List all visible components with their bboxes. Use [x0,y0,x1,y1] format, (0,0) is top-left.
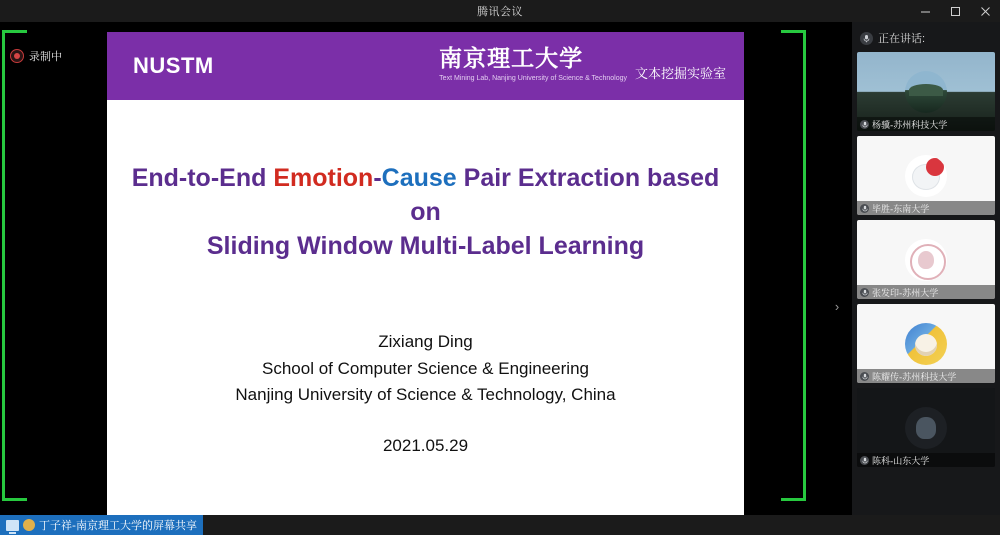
bottom-bar [0,515,1000,535]
slide-title [121,162,730,263]
participant-name: 杨骥-苏州科技大学 [872,120,948,131]
participant-name-bar [857,201,995,215]
mic-muted-icon [860,456,869,465]
recording-indicator [10,48,62,64]
slide-brand: NUSTM [133,53,214,78]
title-part-3: Cause [381,164,457,192]
share-edge-left [2,30,5,501]
close-button[interactable] [970,0,1000,22]
mic-muted-icon [860,120,869,129]
user-icon [23,519,35,531]
participant-tiles [852,52,1000,467]
slide-header [107,32,744,100]
author-school: School of Computer Science & Engineering [262,358,589,378]
slide-body [107,162,744,515]
share-corner-bottom-left [2,476,27,501]
share-corner-top-right [781,30,806,55]
window-title: 腾讯会议 [477,6,523,18]
title-part-2: - [373,164,382,192]
share-corner-bottom-right [781,476,806,501]
title-part-4: Pair Extraction based on [410,164,720,226]
participant-name-bar [857,369,995,383]
screen-share-status[interactable] [0,515,203,535]
microphone-icon [860,32,873,45]
participant-name: 陈科-山东大学 [872,456,930,467]
next-slide-icon[interactable]: › [834,298,840,314]
participant-name-bar [857,285,995,299]
mic-muted-icon [860,204,869,213]
recording-label: 录制中 [29,51,62,63]
lab-name-cn: 南京理工大学 [439,46,584,72]
slide-title-line-1 [121,162,730,230]
window-controls [910,0,1000,22]
participant-name: 陈耀传-苏州科技大学 [872,372,957,383]
lab-subtitle-cn: 文本挖掘实验室 [634,67,726,82]
participant-name-bar [857,117,995,131]
title-bar [0,0,1000,22]
minimize-button[interactable] [910,0,940,22]
author-name: Zixiang Ding [378,332,473,352]
participants-panel [852,22,1000,515]
maximize-button[interactable] [940,0,970,22]
mic-muted-icon [860,372,869,381]
share-edge-right [803,30,806,501]
participant-tile[interactable] [857,220,995,299]
speaking-label: 正在讲话: [878,33,926,45]
title-part-1: Emotion [273,164,374,192]
screen-share-text: 丁子祥-南京理工大学的屏幕共享 [39,519,197,532]
participant-name: 张发印-苏州大学 [872,288,939,299]
participant-name: 毕胜-东南大学 [872,204,930,215]
participant-tile[interactable] [857,52,995,131]
slide-date: 2021.05.29 [382,436,469,456]
participant-tile[interactable] [857,304,995,383]
record-dot-icon [10,49,24,63]
monitor-icon [6,520,19,531]
title-part-0: End-to-End [131,164,274,192]
shared-screen-stage[interactable] [0,22,852,515]
speaking-indicator [852,22,1000,52]
presentation-slide [107,32,744,515]
slide-author-block [121,329,730,408]
participant-tile[interactable] [857,136,995,215]
lab-name-en: Text Mining Lab, Nanjing University of Science & Technology [439,75,627,82]
participant-tile[interactable] [857,388,995,467]
participant-name-bar [857,453,995,467]
slide-title-line-2: Sliding Window Multi-Label Learning [206,231,645,260]
lab-logo [439,48,726,84]
author-university: Nanjing University of Science & Technology, China [235,384,616,404]
mic-muted-icon [860,288,869,297]
